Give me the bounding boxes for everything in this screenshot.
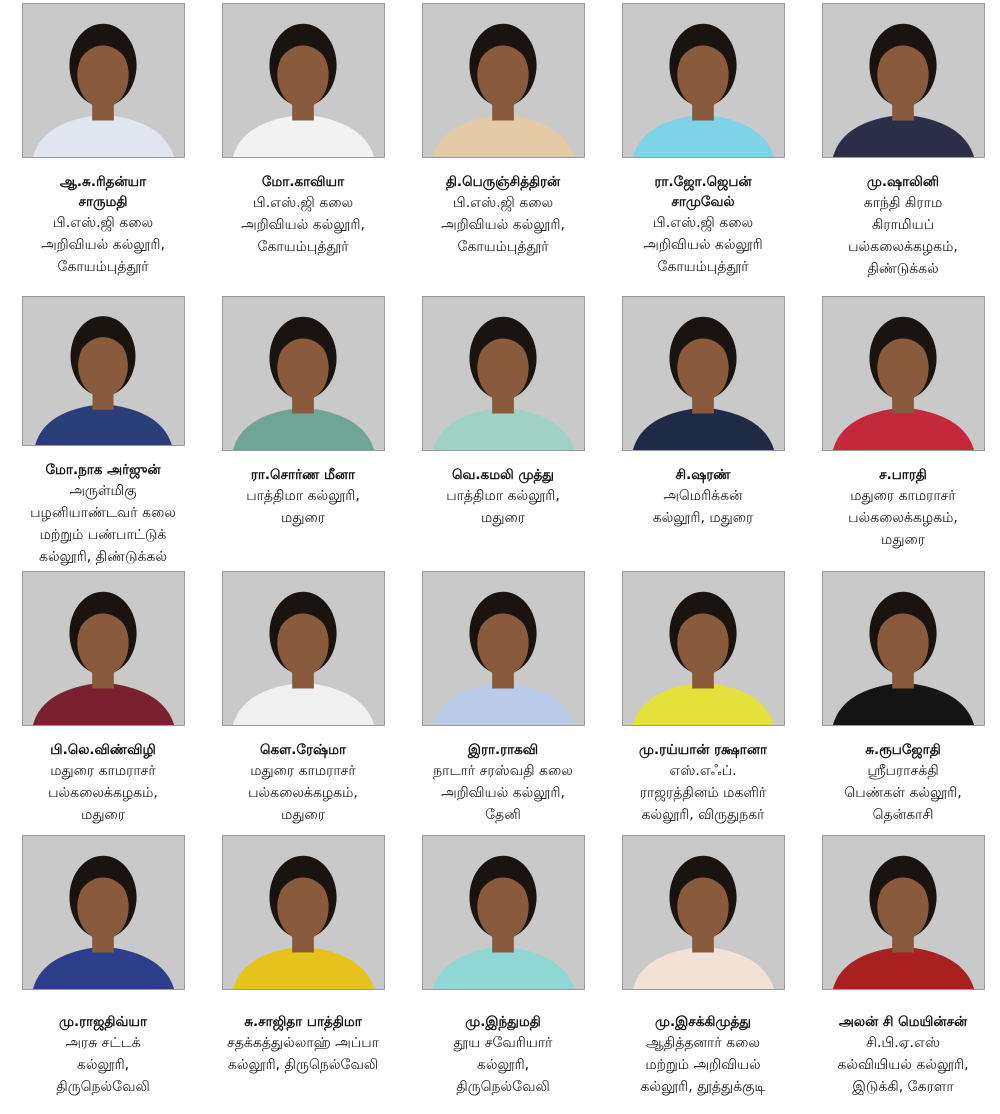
student-caption: [205, 740, 401, 826]
college-line: ஆதித்தனார் கலை: [646, 1035, 760, 1051]
college-line: சதக்கத்துல்லாஹ் அப்பா: [227, 1035, 379, 1051]
student-card: [203, 568, 403, 832]
person-portrait-icon: [623, 836, 784, 989]
student-photo-grid: [3, 0, 1000, 1114]
college-line: அறிவியல் கல்லூரி,: [41, 237, 165, 253]
student-photo: [22, 571, 185, 726]
student-name: மு.இந்துமதி: [465, 1014, 541, 1030]
student-name: ஆ.சு.ரிதன்யா: [59, 174, 147, 190]
student-photo: [422, 835, 585, 990]
person-portrait-icon: [623, 572, 784, 725]
college-line: தூய சவேரியார்: [453, 1035, 553, 1051]
person-portrait-icon: [623, 297, 784, 450]
student-name: மு.ஷாலினி: [866, 174, 940, 190]
student-name: சு.ரூபஜோதி: [865, 742, 941, 758]
college-line: கோயம்புத்தூர்: [57, 259, 149, 275]
student-card: [203, 832, 403, 1114]
person-portrait-icon: [23, 4, 184, 157]
college-line: மதுரை காமராசர்: [50, 763, 156, 779]
student-card: [403, 832, 603, 1114]
student-photo: [822, 296, 985, 451]
college-line: அறிவியல் கல்லூரி,: [441, 785, 565, 801]
student-caption: [5, 740, 201, 826]
student-name: பி.லெ.விண்விழி: [50, 742, 156, 758]
student-photo: [422, 571, 585, 726]
college-line: திருநெல்வேலி: [56, 1079, 150, 1095]
student-card: [403, 0, 603, 293]
person-portrait-icon: [23, 572, 184, 725]
student-card: [803, 832, 1000, 1114]
student-name: கௌ.ரேஷ்மா: [259, 742, 347, 758]
college-line: கோயம்புத்தூர்: [257, 239, 349, 255]
student-photo: [622, 835, 785, 990]
student-photo: [222, 3, 385, 158]
college-line: மற்றும் பண்பாட்டுக்: [39, 527, 167, 543]
college-line: அருள்மிகு: [69, 483, 137, 499]
student-caption: [405, 172, 601, 258]
student-caption: [405, 740, 601, 826]
student-card: [403, 293, 603, 568]
student-caption: [605, 172, 801, 278]
person-portrait-icon: [223, 4, 384, 157]
college-line: ஸ்ரீபராசக்தி: [867, 763, 939, 779]
student-name: சு.சாஜிதா பாத்திமா: [244, 1014, 362, 1030]
student-card: [3, 832, 203, 1114]
college-line: பல்கலைக்கழகம்,: [48, 785, 158, 801]
student-name: வெ.கமலி முத்து: [452, 467, 554, 483]
person-portrait-icon: [223, 297, 384, 450]
person-portrait-icon: [23, 297, 184, 445]
student-caption: [805, 1012, 1000, 1098]
college-line: அறிவியல் கல்லூரி,: [441, 217, 565, 233]
student-name: சாருமதி: [78, 194, 128, 210]
college-line: மதுரை: [281, 510, 325, 526]
student-name: சி.ஷரண்: [675, 467, 731, 483]
student-photo: [22, 835, 185, 990]
college-line: மதுரை: [881, 532, 925, 548]
person-portrait-icon: [423, 297, 584, 450]
student-photo: [222, 296, 385, 451]
student-caption: [605, 1012, 801, 1098]
student-caption: [805, 465, 1000, 551]
college-line: மதுரை காமராசர்: [250, 763, 356, 779]
student-photo: [822, 3, 985, 158]
student-name: மோ.காவியா: [261, 174, 345, 190]
person-portrait-icon: [23, 836, 184, 989]
student-name: ரா.ஜோ.ஜெபன்: [654, 174, 752, 190]
student-name: ரா.சொர்ண மீனா: [250, 467, 356, 483]
person-portrait-icon: [823, 4, 984, 157]
college-line: திண்டுக்கல்: [867, 261, 939, 277]
college-line: அமெரிக்கன்: [663, 488, 743, 504]
college-line: கல்லூரி, திருநெல்வேலி: [227, 1057, 379, 1073]
college-line: அரசு சட்டக்: [65, 1035, 141, 1051]
student-photo: [622, 296, 785, 451]
college-line: அறிவியல் கல்லூரி: [643, 237, 763, 253]
college-line: தேனி: [485, 807, 521, 823]
college-line: கல்லூரி, திண்டுக்கல்: [39, 549, 167, 565]
student-caption: [405, 465, 601, 529]
student-caption: [205, 1012, 401, 1076]
college-line: அறிவியல் கல்லூரி,: [241, 217, 365, 233]
person-portrait-icon: [623, 4, 784, 157]
student-card: [603, 568, 803, 832]
student-card: [203, 0, 403, 293]
student-card: [3, 293, 203, 568]
student-name: மு.ராஜதிவ்யா: [58, 1014, 147, 1030]
college-line: பாத்திமா கல்லூரி,: [246, 488, 360, 504]
college-line: எஸ்.எஃப்.: [669, 763, 737, 779]
person-portrait-icon: [423, 572, 584, 725]
student-card: [803, 0, 1000, 293]
student-photo: [422, 3, 585, 158]
college-line: மதுரை காமராசர்: [850, 488, 956, 504]
student-photo: [422, 296, 585, 451]
college-line: கல்வியியல் கல்லூரி,: [837, 1057, 969, 1073]
college-line: காந்தி கிராம: [863, 195, 943, 211]
student-caption: [605, 740, 801, 826]
student-card: [803, 293, 1000, 568]
student-caption: [5, 1012, 201, 1098]
student-caption: [205, 465, 401, 529]
college-line: தென்காசி: [872, 807, 934, 823]
student-card: [403, 568, 603, 832]
student-name: ச.பாரதி: [879, 467, 927, 483]
person-portrait-icon: [823, 297, 984, 450]
student-name: மு.ரய்யான் ரக்ஷானா: [638, 742, 768, 758]
student-card: [603, 0, 803, 293]
student-caption: [805, 740, 1000, 826]
person-portrait-icon: [823, 572, 984, 725]
college-line: பி.எஸ்.ஜி கலை: [652, 215, 754, 231]
college-line: பல்கலைக்கழகம்,: [248, 785, 358, 801]
student-caption: [5, 172, 201, 278]
student-photo: [22, 3, 185, 158]
student-caption: [205, 172, 401, 258]
college-line: நாடார் சரஸ்வதி கலை: [433, 763, 573, 779]
student-caption: [5, 460, 201, 568]
student-photo: [622, 3, 785, 158]
college-line: கோயம்புத்தூர்: [457, 239, 549, 255]
student-card: [803, 568, 1000, 832]
student-card: [3, 568, 203, 832]
college-line: கோயம்புத்தூர்: [657, 259, 749, 275]
person-portrait-icon: [423, 836, 584, 989]
college-line: மதுரை: [281, 807, 325, 823]
person-portrait-icon: [823, 836, 984, 989]
college-line: கல்லூரி,: [76, 1057, 130, 1073]
college-line: மதுரை: [481, 510, 525, 526]
person-portrait-icon: [223, 572, 384, 725]
student-name: இரா.ராகவி: [467, 742, 539, 758]
college-line: கல்லூரி,: [476, 1057, 530, 1073]
college-line: இடுக்கி, கேரளா: [852, 1079, 954, 1095]
college-line: பல்கலைக்கழகம்,: [848, 510, 958, 526]
college-line: ராஜரத்தினம் மகளிர்: [639, 785, 767, 801]
college-line: மற்றும் அறிவியல்: [645, 1057, 761, 1073]
college-line: சி.பி.ஏ.எஸ்: [866, 1035, 940, 1051]
student-name: மோ.நாக அர்ஜுன்: [45, 462, 161, 478]
college-line: கிராமியப்: [871, 217, 935, 233]
student-caption: [805, 172, 1000, 280]
student-photo: [222, 835, 385, 990]
person-portrait-icon: [423, 4, 584, 157]
student-photo: [822, 571, 985, 726]
student-name: மு.இசக்கிமுத்து: [655, 1014, 751, 1030]
college-line: பி.எஸ்.ஜி கலை: [252, 195, 354, 211]
student-name: தி.பெருஞ்சித்திரன்: [445, 174, 561, 190]
college-line: திருநெல்வேலி: [456, 1079, 550, 1095]
student-card: [3, 0, 203, 293]
college-line: பி.எஸ்.ஜி கலை: [452, 195, 554, 211]
college-line: பல்கலைக்கழகம்,: [848, 239, 958, 255]
college-line: பி.எஸ்.ஜி கலை: [52, 215, 154, 231]
college-line: கல்லூரி, விருதுநகர்: [641, 807, 765, 823]
college-line: பழனியாண்டவர் கலை: [30, 505, 176, 521]
college-line: பாத்திமா கல்லூரி,: [446, 488, 560, 504]
student-card: [203, 293, 403, 568]
student-caption: [405, 1012, 601, 1098]
college-line: கல்லூரி, மதுரை: [652, 510, 754, 526]
student-caption: [605, 465, 801, 529]
college-line: பெண்கள் கல்லூரி,: [844, 785, 962, 801]
student-photo: [222, 571, 385, 726]
student-card: [603, 832, 803, 1114]
student-card: [603, 293, 803, 568]
college-line: மதுரை: [81, 807, 125, 823]
student-photo: [22, 296, 185, 446]
student-photo: [822, 835, 985, 990]
student-name: அலன் சி மெயின்சன்: [838, 1014, 968, 1030]
student-name: சாமுவேல்: [671, 194, 735, 210]
person-portrait-icon: [223, 836, 384, 989]
student-photo: [622, 571, 785, 726]
college-line: கல்லூரி, தூத்துக்குடி: [640, 1079, 766, 1095]
